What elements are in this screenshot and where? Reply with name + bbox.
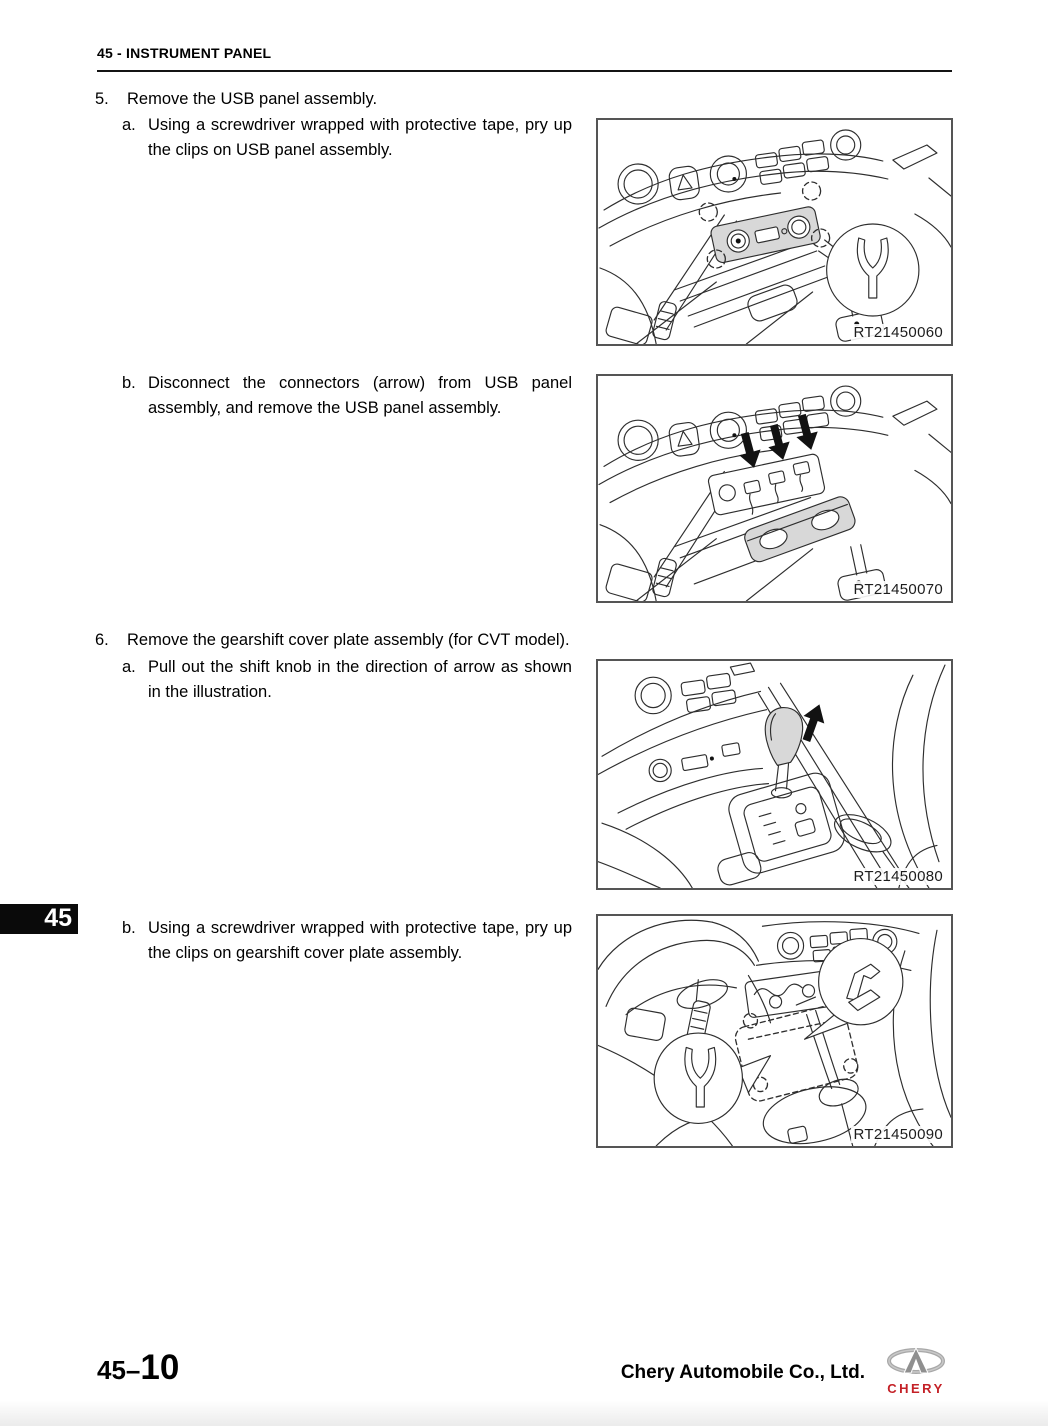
section-tab xyxy=(0,904,78,934)
chery-logo xyxy=(883,1348,949,1396)
page-header-title: 45 - INSTRUMENT PANEL xyxy=(97,45,272,61)
usb-panel-pry-illustration xyxy=(598,120,951,344)
substep-text: Using a screwdriver wrapped with protective tape, pry up the clips on USB panel assembly. xyxy=(148,116,572,159)
figure-caption: RT21450080 xyxy=(851,868,946,885)
substep-5a xyxy=(122,113,572,163)
cover-plate-pry-illustration xyxy=(598,916,951,1146)
footer-page-number-page: 10 xyxy=(140,1348,180,1387)
substep-text: Using a screwdriver wrapped with protective tape, pry up the clips on gearshift cover plate assembly. xyxy=(148,919,572,962)
substep-letter: b. xyxy=(122,374,136,392)
shift-knob-highlighted xyxy=(765,708,802,798)
figure-caption: RT21450060 xyxy=(851,324,946,341)
shift-knob-illustration xyxy=(598,661,951,888)
figure-usb-panel-pry xyxy=(596,118,953,346)
substep-6b xyxy=(122,916,572,966)
figure-cover-plate-pry xyxy=(596,914,953,1148)
substep-letter: a. xyxy=(122,116,136,134)
substep-6a xyxy=(122,655,572,705)
footer-company-name: Chery Automobile Co., Ltd. xyxy=(620,1362,865,1383)
console-rails xyxy=(618,683,901,888)
page-bottom-shadow xyxy=(0,1400,1048,1426)
step-6 xyxy=(95,628,570,653)
console-sockets xyxy=(649,743,740,782)
figure-shift-knob-removal xyxy=(596,659,953,890)
dash-upper-left xyxy=(598,663,766,774)
chery-logo-text: CHERY xyxy=(887,1381,945,1396)
step-number: 6. xyxy=(95,631,109,649)
header-rule xyxy=(97,70,952,72)
pry-tool-magnifier xyxy=(819,224,919,316)
substep-text: Disconnect the connectors (arrow) from USB panel assembly, and remove the USB panel assembly. xyxy=(148,374,572,417)
steering-wheel xyxy=(598,920,770,1023)
figure-usb-panel-connectors xyxy=(596,374,953,603)
substep-letter: b. xyxy=(122,919,136,937)
step-text: Remove the USB panel assembly. xyxy=(127,90,378,108)
footer-page-number xyxy=(97,1348,179,1388)
substep-letter: a. xyxy=(122,658,136,676)
substep-text: Pull out the shift knob in the direction of arrow as shown in the illustration. xyxy=(148,658,572,701)
section-tab-label: 45 xyxy=(44,904,72,932)
figure-caption: RT21450090 xyxy=(851,1126,946,1143)
pry-tool-magnifier xyxy=(654,1033,770,1123)
pedal-and-grille xyxy=(605,557,678,601)
figure-caption: RT21450070 xyxy=(851,581,946,598)
step-number: 5. xyxy=(95,90,109,108)
chery-emblem-icon xyxy=(885,1348,947,1376)
seat-and-floor xyxy=(598,665,945,888)
substep-5b xyxy=(122,371,572,421)
usb-connectors-illustration xyxy=(598,376,951,601)
footer-page-number-section: 45– xyxy=(97,1355,141,1385)
step-text: Remove the gearshift cover plate assembly (for CVT model). xyxy=(127,631,570,649)
pedal-and-grille xyxy=(605,301,678,344)
step-5 xyxy=(95,87,377,112)
